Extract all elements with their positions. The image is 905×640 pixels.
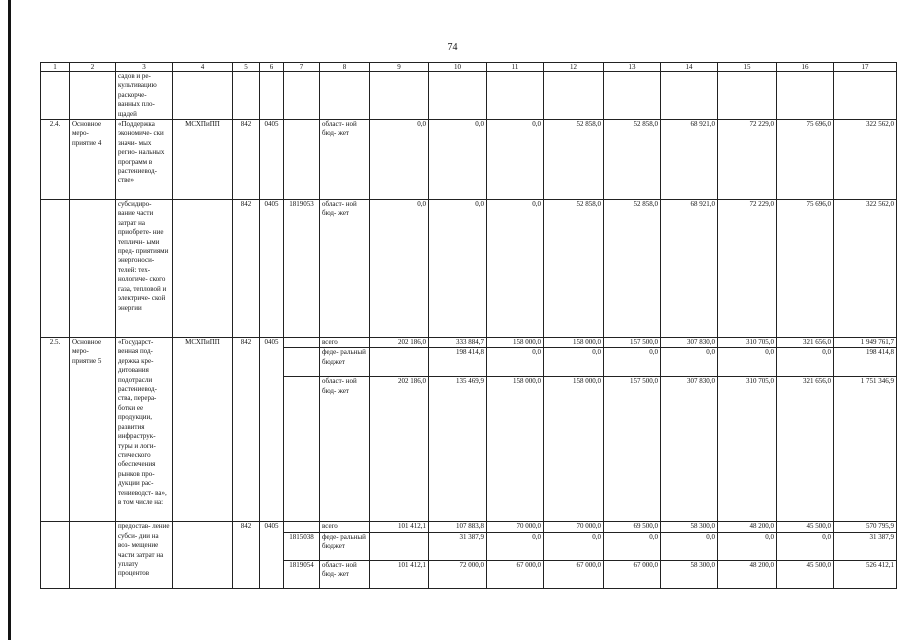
item-number: 2.5. [41,338,70,522]
value-cell: 135 469,9 [429,377,487,522]
value-cell: 75 696,0 [777,120,834,200]
table-cell [718,72,777,120]
code-section: 0405 [260,120,284,200]
executor: МСХПиПП [173,120,233,200]
value-cell: 310 705,0 [718,377,777,522]
header-cell: 9 [370,63,429,72]
table-cell [70,200,116,338]
value-cell: 45 500,0 [777,522,834,532]
value-cell: 0,0 [718,348,777,377]
item-number: 2.4. [41,120,70,200]
value-cell: 48 200,0 [718,522,777,532]
table-cell [173,72,233,120]
table-cell [173,522,233,588]
page-edge-bar [8,0,11,640]
value-cell: 0,0 [487,200,544,338]
table-row [41,120,897,200]
value-cell: 45 500,0 [777,560,834,588]
header-cell: 15 [718,63,777,72]
code-target [284,522,320,532]
header-cell: 3 [116,63,173,72]
value-cell: 158 000,0 [544,338,604,348]
value-cell: 67 000,0 [604,560,661,588]
value-total: 322 562,0 [834,200,897,338]
value-cell: 72 229,0 [718,120,777,200]
funding-source: феде- ральный бюджет [320,348,370,377]
value-total: 31 387,9 [834,532,897,560]
table-row [41,200,897,338]
value-cell: 31 387,9 [429,532,487,560]
code-target [284,377,320,522]
header-cell: 16 [777,63,834,72]
value-cell: 158 000,0 [544,377,604,522]
measure-description: «Поддержка экономиче- ски значи- мых регио- нальных программ в растениевод- стве» [116,120,173,200]
table-cell [41,200,70,338]
code-target: 1815038 [284,532,320,560]
code-section: 0405 [260,200,284,338]
value-cell: 101 412,1 [370,560,429,588]
value-cell: 52 858,0 [544,120,604,200]
value-total: 1 949 761,7 [834,338,897,348]
table-cell [70,72,116,120]
value-cell: 307 830,0 [661,338,718,348]
value-total: 570 795,9 [834,522,897,532]
measure-description: предостав- ление субси- дии на воз- мещение части затрат на уплату процентов [116,522,173,588]
table-row [41,338,897,348]
table-cell [233,72,260,120]
value-cell: 333 884,7 [429,338,487,348]
value-cell: 202 186,0 [370,377,429,522]
value-cell: 52 858,0 [544,200,604,338]
code-target [284,348,320,377]
funding-source: област- ной бюд- жет [320,200,370,338]
value-cell: 0,0 [429,120,487,200]
value-cell: 72 000,0 [429,560,487,588]
table-cell [320,72,370,120]
table-cell [777,72,834,120]
value-cell: 202 186,0 [370,338,429,348]
table-cell [544,72,604,120]
value-cell: 0,0 [661,532,718,560]
value-total: 198 414,8 [834,348,897,377]
funding-source: феде- ральный бюджет [320,532,370,560]
value-cell: 158 000,0 [487,377,544,522]
value-cell: 0,0 [487,120,544,200]
value-cell: 101 412,1 [370,522,429,532]
value-cell: 67 000,0 [544,560,604,588]
value-cell: 58 300,0 [661,560,718,588]
funding-source: област- ной бюд- жет [320,120,370,200]
value-cell: 0,0 [544,532,604,560]
header-cell: 11 [487,63,544,72]
table-row [41,522,897,532]
value-cell [370,348,429,377]
header-cell: 7 [284,63,320,72]
code-target [284,338,320,348]
header-row [41,63,897,72]
value-cell: 69 500,0 [604,522,661,532]
value-cell: 157 500,0 [604,338,661,348]
executor: МСХПиПП [173,338,233,522]
value-cell: 307 830,0 [661,377,718,522]
budget-table [40,62,897,589]
value-cell: 0,0 [370,120,429,200]
value-cell: 68 921,0 [661,120,718,200]
value-cell: 70 000,0 [487,522,544,532]
value-cell: 52 858,0 [604,120,661,200]
table-cell [173,200,233,338]
value-cell: 0,0 [604,348,661,377]
value-cell: 157 500,0 [604,377,661,522]
value-total: 1 751 346,9 [834,377,897,522]
value-cell: 321 656,0 [777,377,834,522]
funding-source: област- ной бюд- жет [320,377,370,522]
value-cell: 58 300,0 [661,522,718,532]
value-cell: 107 883,8 [429,522,487,532]
value-cell: 0,0 [544,348,604,377]
value-total: 322 562,0 [834,120,897,200]
value-cell: 321 656,0 [777,338,834,348]
value-cell: 0,0 [777,348,834,377]
value-cell: 0,0 [370,200,429,338]
table-cell [661,72,718,120]
table-cell [70,522,116,588]
value-cell: 67 000,0 [487,560,544,588]
table-cell [487,72,544,120]
table-cell [41,72,70,120]
funding-source: област- ной бюд- жет [320,560,370,588]
page-number: 74 [447,42,458,53]
header-cell: 4 [173,63,233,72]
value-cell: 68 921,0 [661,200,718,338]
value-cell: 0,0 [777,532,834,560]
value-cell: 310 705,0 [718,338,777,348]
value-cell: 70 000,0 [544,522,604,532]
table-cell [41,522,70,588]
value-cell: 72 229,0 [718,200,777,338]
value-cell: 48 200,0 [718,560,777,588]
value-cell: 52 858,0 [604,200,661,338]
header-cell: 17 [834,63,897,72]
code-grbs: 842 [233,120,260,200]
code-grbs: 842 [233,522,260,588]
measure-description: субсидиро- вание части затрат на приобрете- ние тепличн- ыми пред- приятиями энергоноси- телей: тех- нологиче- ского газа, тепловой и электриче- ской энергии [116,200,173,338]
header-cell: 6 [260,63,284,72]
value-cell [370,532,429,560]
value-cell: 198 414,8 [429,348,487,377]
header-cell: 1 [41,63,70,72]
value-cell: 0,0 [604,532,661,560]
table-cell [429,72,487,120]
code-target [284,120,320,200]
measure-description: «Государст- венная под- держка кре- дитования подотрасли растениевод- ства, перера- ботки ее продукции, развития инфраструк- туры и логи- стического обеспечения рынков про- дукции рас- тениеводст- ва», в том числе на: [116,338,173,522]
header-cell: 14 [661,63,718,72]
value-cell: 75 696,0 [777,200,834,338]
table-cell [834,72,897,120]
table-cell [370,72,429,120]
code-section: 0405 [260,338,284,522]
funding-source: всего [320,338,370,348]
value-cell: 0,0 [661,348,718,377]
value-cell: 158 000,0 [487,338,544,348]
funding-source: всего [320,522,370,532]
code-target: 1819054 [284,560,320,588]
code-grbs: 842 [233,200,260,338]
header-cell: 12 [544,63,604,72]
header-cell: 13 [604,63,661,72]
code-target: 1819053 [284,200,320,338]
table-cell [260,72,284,120]
code-grbs: 842 [233,338,260,522]
header-cell: 10 [429,63,487,72]
continuation-text: садов и ре- культивацию раскорче- ванных пло- щадей [116,72,173,120]
measure-label: Основное меро- приятие 4 [70,120,116,200]
value-cell: 0,0 [718,532,777,560]
header-cell: 2 [70,63,116,72]
table-cell [604,72,661,120]
table-cell [284,72,320,120]
value-cell: 0,0 [429,200,487,338]
value-total: 526 412,1 [834,560,897,588]
value-cell: 0,0 [487,532,544,560]
measure-label: Основное меро- приятие 5 [70,338,116,522]
value-cell: 0,0 [487,348,544,377]
header-cell: 8 [320,63,370,72]
table-row [41,72,897,120]
header-cell: 5 [233,63,260,72]
code-section: 0405 [260,522,284,588]
